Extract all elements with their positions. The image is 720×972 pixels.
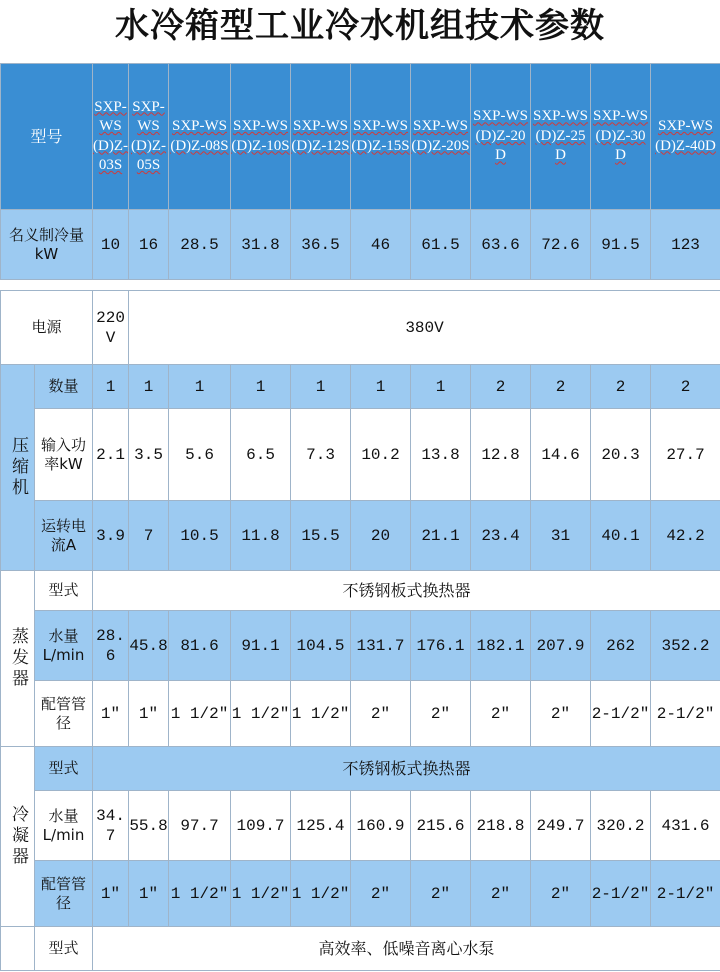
model-cell: SXP-WS(D)Z-30D xyxy=(591,64,651,210)
spec-table xyxy=(0,290,720,971)
condenser-pipe-cell: 1″ xyxy=(93,861,129,927)
compressor-count-cell: 2 xyxy=(651,365,720,409)
condenser-type-value: 不锈钢板式换热器 xyxy=(93,747,720,791)
evaporator-flow-cell: 45.8 xyxy=(129,611,169,681)
evaporator-pipe-label: 配管管径 xyxy=(35,681,93,747)
capacity-cell: 16 xyxy=(129,210,169,280)
evaporator-pipe-cell: 1″ xyxy=(129,681,169,747)
evaporator-pipe-cell: 2″ xyxy=(411,681,471,747)
model-cell: SXP-WS(D)Z-03S xyxy=(93,64,129,210)
capacity-cell: 36.5 xyxy=(291,210,351,280)
evaporator-flow-cell: 262 xyxy=(591,611,651,681)
condenser-flow-cell: 320.2 xyxy=(591,791,651,861)
compressor-current-cell: 10.5 xyxy=(169,501,231,571)
condenser-flow-row xyxy=(1,791,720,861)
header-table xyxy=(0,63,720,280)
compressor-current-cell: 21.1 xyxy=(411,501,471,571)
capacity-cell: 91.5 xyxy=(591,210,651,280)
capacity-cell: 31.8 xyxy=(231,210,291,280)
compressor-count-cell: 1 xyxy=(231,365,291,409)
evaporator-pipe-cell: 2-1/2″ xyxy=(651,681,720,747)
pump-type-value: 高效率、低噪音离心水泵 xyxy=(93,927,720,971)
model-cell: SXP-WS(D)Z-10S xyxy=(231,64,291,210)
model-cell: SXP-WS(D)Z-15S xyxy=(351,64,411,210)
capacity-cell: 72.6 xyxy=(531,210,591,280)
model-cell: SXP-WS(D)Z-12S xyxy=(291,64,351,210)
evaporator-flow-cell: 28.6 xyxy=(93,611,129,681)
condenser-flow-cell: 109.7 xyxy=(231,791,291,861)
evaporator-pipe-cell: 1″ xyxy=(93,681,129,747)
compressor-input-cell: 14.6 xyxy=(531,409,591,501)
compressor-input-cell: 10.2 xyxy=(351,409,411,501)
model-cell: SXP-WS(D)Z-20S xyxy=(411,64,471,210)
compressor-count-cell: 1 xyxy=(169,365,231,409)
compressor-current-cell: 15.5 xyxy=(291,501,351,571)
model-cell: SXP-WS(D)Z-40D xyxy=(651,64,720,210)
evaporator-flow-cell: 91.1 xyxy=(231,611,291,681)
capacity-cell: 63.6 xyxy=(471,210,531,280)
evaporator-flow-label: 水量L/min xyxy=(35,611,93,681)
compressor-current-cell: 7 xyxy=(129,501,169,571)
compressor-current-cell: 42.2 xyxy=(651,501,720,571)
condenser-pipe-cell: 2″ xyxy=(531,861,591,927)
condenser-flow-label: 水量L/min xyxy=(35,791,93,861)
compressor-count-cell: 2 xyxy=(471,365,531,409)
compressor-input-cell: 12.8 xyxy=(471,409,531,501)
compressor-input-label: 输入功率kW xyxy=(35,409,93,501)
compressor-current-cell: 31 xyxy=(531,501,591,571)
compressor-count-cell: 1 xyxy=(411,365,471,409)
condenser-pipe-row xyxy=(1,861,720,927)
evaporator-flow-row xyxy=(1,611,720,681)
condenser-flow-cell: 34.7 xyxy=(93,791,129,861)
condenser-flow-cell: 55.8 xyxy=(129,791,169,861)
compressor-current-label: 运转电流A xyxy=(35,501,93,571)
condenser-pipe-label: 配管管径 xyxy=(35,861,93,927)
compressor-current-cell: 23.4 xyxy=(471,501,531,571)
compressor-current-cell: 40.1 xyxy=(591,501,651,571)
power-220-cell: 220V xyxy=(93,291,129,365)
evaporator-group-label: 蒸发器 xyxy=(1,571,35,747)
compressor-input-cell: 13.8 xyxy=(411,409,471,501)
condenser-flow-cell: 249.7 xyxy=(531,791,591,861)
evaporator-flow-cell: 131.7 xyxy=(351,611,411,681)
compressor-count-label: 数量 xyxy=(35,365,93,409)
page-title: 水冷箱型工业冷水机组技术参数 xyxy=(115,6,605,46)
evaporator-pipe-cell: 2″ xyxy=(471,681,531,747)
condenser-pipe-cell: 1 1/2″ xyxy=(169,861,231,927)
evaporator-flow-cell: 352.2 xyxy=(651,611,720,681)
condenser-flow-cell: 218.8 xyxy=(471,791,531,861)
condenser-type-row xyxy=(1,747,720,791)
condenser-flow-cell: 97.7 xyxy=(169,791,231,861)
capacity-cell: 28.5 xyxy=(169,210,231,280)
condenser-flow-cell: 431.6 xyxy=(651,791,720,861)
evaporator-type-label: 型式 xyxy=(35,571,93,611)
evaporator-pipe-cell: 1 1/2″ xyxy=(231,681,291,747)
compressor-group-label: 压缩机 xyxy=(1,365,35,571)
condenser-flow-cell: 215.6 xyxy=(411,791,471,861)
compressor-current-cell: 3.9 xyxy=(93,501,129,571)
evaporator-pipe-cell: 2″ xyxy=(351,681,411,747)
evaporator-flow-cell: 176.1 xyxy=(411,611,471,681)
model-cell: SXP-WS(D)Z-05S xyxy=(129,64,169,210)
condenser-pipe-cell: 1″ xyxy=(129,861,169,927)
compressor-current-row xyxy=(1,501,720,571)
compressor-current-cell: 11.8 xyxy=(231,501,291,571)
pump-group-cell xyxy=(1,927,35,971)
model-cell: SXP-WS(D)Z-08S xyxy=(169,64,231,210)
compressor-input-cell: 5.6 xyxy=(169,409,231,501)
compressor-input-cell: 6.5 xyxy=(231,409,291,501)
condenser-flow-cell: 125.4 xyxy=(291,791,351,861)
model-row xyxy=(1,64,720,210)
pump-type-label: 型式 xyxy=(35,927,93,971)
evaporator-pipe-cell: 1 1/2″ xyxy=(169,681,231,747)
power-label: 电源 xyxy=(1,291,93,365)
compressor-count-cell: 1 xyxy=(351,365,411,409)
condenser-pipe-cell: 2″ xyxy=(411,861,471,927)
compressor-input-cell: 3.5 xyxy=(129,409,169,501)
compressor-count-cell: 2 xyxy=(531,365,591,409)
compressor-input-cell: 20.3 xyxy=(591,409,651,501)
evaporator-pipe-cell: 2″ xyxy=(531,681,591,747)
capacity-cell: 123 xyxy=(651,210,720,280)
capacity-label: 名义制冷量kW xyxy=(1,210,93,280)
condenser-group-label: 冷凝器 xyxy=(1,747,35,927)
evaporator-flow-cell: 81.6 xyxy=(169,611,231,681)
compressor-count-cell: 1 xyxy=(129,365,169,409)
compressor-count-cell: 1 xyxy=(93,365,129,409)
capacity-cell: 46 xyxy=(351,210,411,280)
capacity-row xyxy=(1,210,720,280)
model-label: 型号 xyxy=(1,64,93,210)
power-380-cell: 380V xyxy=(129,291,720,365)
condenser-pipe-cell: 1 1/2″ xyxy=(231,861,291,927)
condenser-pipe-cell: 2″ xyxy=(471,861,531,927)
model-cell: SXP-WS(D)Z-25D xyxy=(531,64,591,210)
compressor-count-row xyxy=(1,365,720,409)
compressor-input-row xyxy=(1,409,720,501)
condenser-pipe-cell: 2″ xyxy=(351,861,411,927)
evaporator-pipe-row xyxy=(1,681,720,747)
evaporator-flow-cell: 207.9 xyxy=(531,611,591,681)
evaporator-flow-cell: 104.5 xyxy=(291,611,351,681)
compressor-current-cell: 20 xyxy=(351,501,411,571)
capacity-cell: 10 xyxy=(93,210,129,280)
evaporator-type-value: 不锈钢板式换热器 xyxy=(93,571,720,611)
evaporator-pipe-cell: 2-1/2″ xyxy=(591,681,651,747)
capacity-cell: 61.5 xyxy=(411,210,471,280)
condenser-flow-cell: 160.9 xyxy=(351,791,411,861)
compressor-input-cell: 2.1 xyxy=(93,409,129,501)
condenser-pipe-cell: 1 1/2″ xyxy=(291,861,351,927)
condenser-pipe-cell: 2-1/2″ xyxy=(651,861,720,927)
evaporator-flow-cell: 182.1 xyxy=(471,611,531,681)
power-row xyxy=(1,291,720,365)
condenser-pipe-cell: 2-1/2″ xyxy=(591,861,651,927)
compressor-count-cell: 1 xyxy=(291,365,351,409)
compressor-input-cell: 7.3 xyxy=(291,409,351,501)
pump-type-row xyxy=(1,927,720,971)
model-cell: SXP-WS(D)Z-20D xyxy=(471,64,531,210)
evaporator-type-row xyxy=(1,571,720,611)
compressor-input-cell: 27.7 xyxy=(651,409,720,501)
compressor-count-cell: 2 xyxy=(591,365,651,409)
condenser-type-label: 型式 xyxy=(35,747,93,791)
evaporator-pipe-cell: 1 1/2″ xyxy=(291,681,351,747)
